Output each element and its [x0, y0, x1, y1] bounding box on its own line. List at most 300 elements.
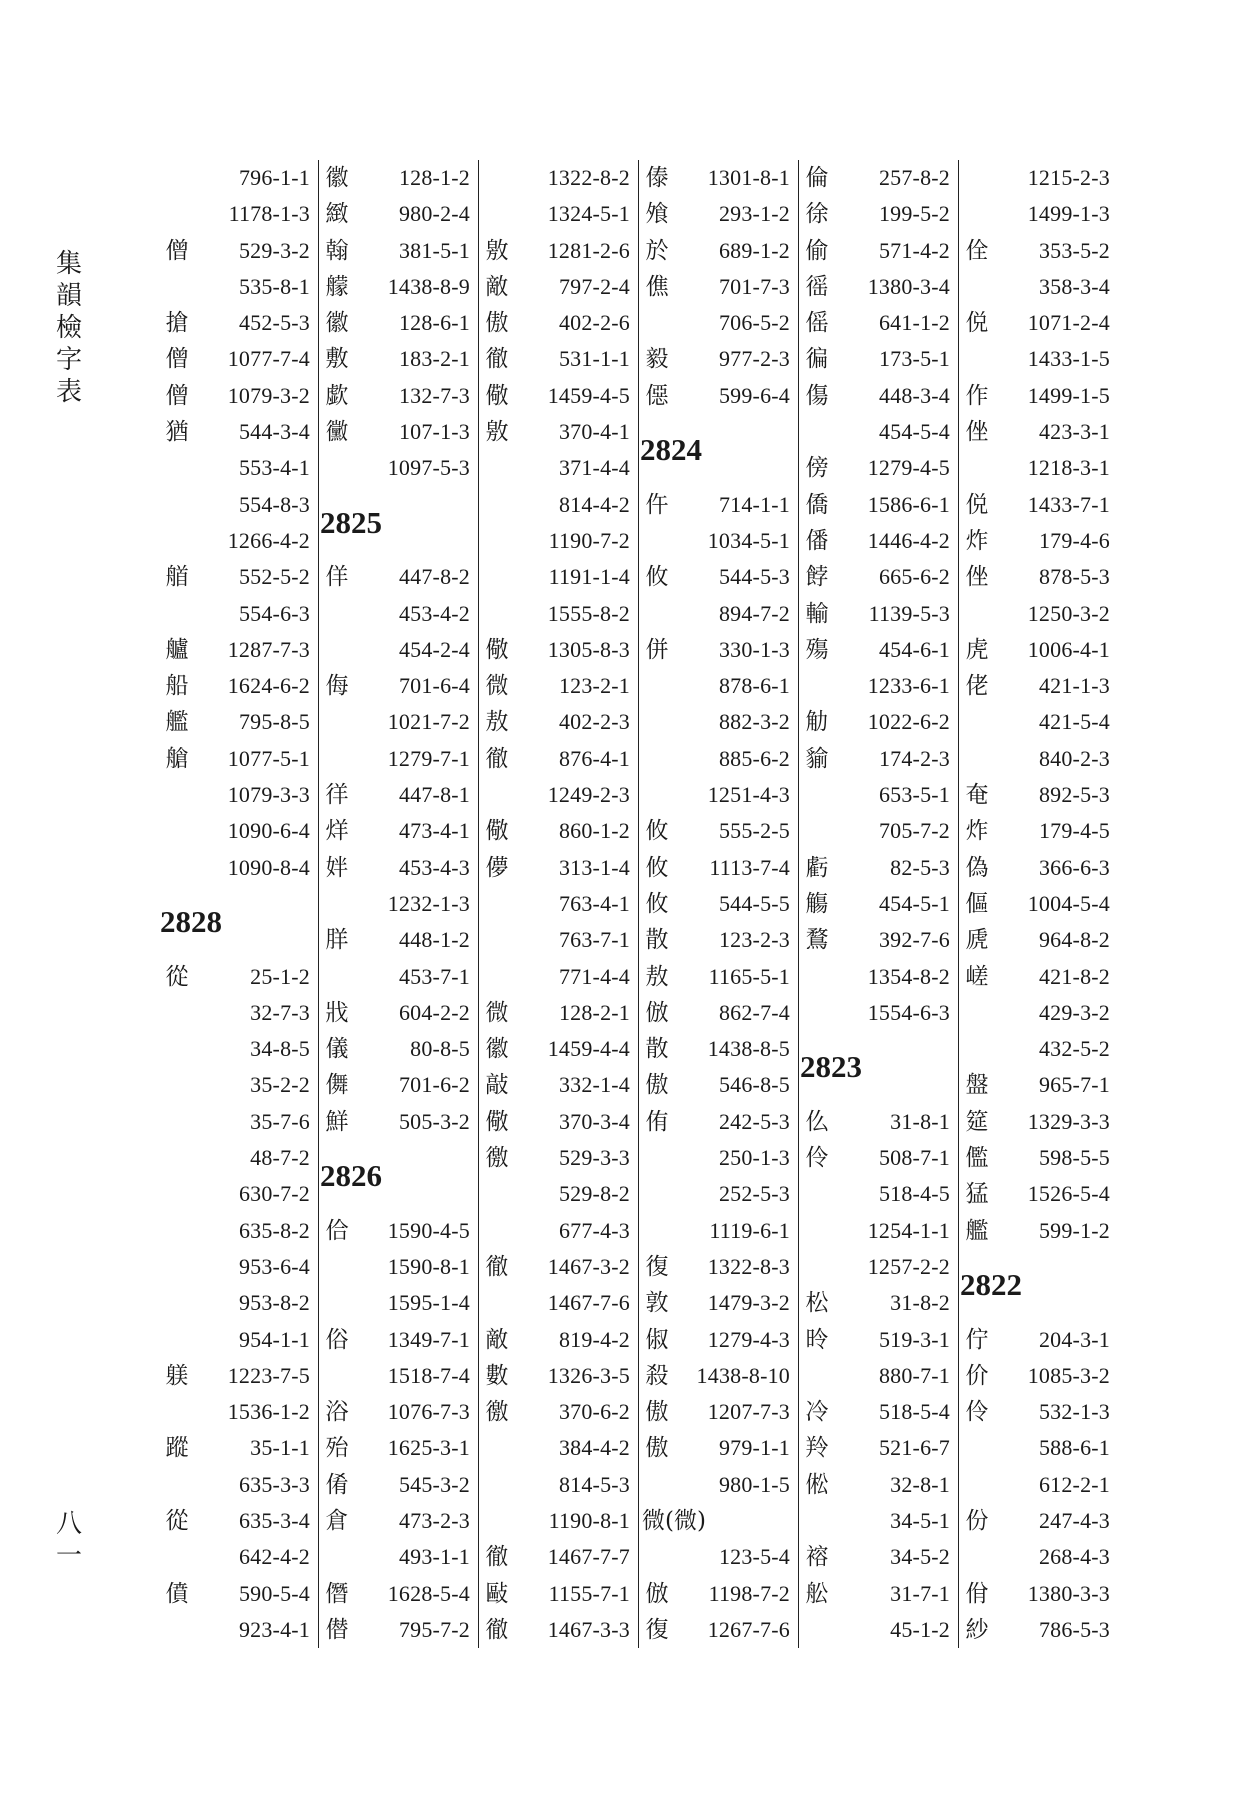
entry-reference: 128-2-1: [558, 999, 630, 1025]
index-entry: [318, 922, 478, 958]
entry-character: 仵: [645, 491, 669, 518]
entry-character: 徽: [485, 1036, 509, 1063]
index-entry: [318, 596, 478, 632]
entry-reference: 894-7-2: [718, 600, 790, 626]
index-entry: [638, 378, 798, 414]
entry-character: 黴: [325, 419, 349, 446]
entry-reference: 80-8-5: [410, 1036, 470, 1062]
section-header: [158, 886, 318, 959]
entry-reference: 979-1-1: [718, 1435, 790, 1461]
entry-character: 從: [165, 1507, 189, 1534]
index-entry: [638, 1467, 798, 1503]
entry-reference: 964-8-2: [1038, 927, 1110, 953]
section-number: 2822: [960, 1266, 1022, 1302]
index-entry: [798, 777, 958, 813]
entry-reference: 371-4-4: [558, 455, 630, 481]
index-entry: [158, 1358, 318, 1394]
entry-reference: 1554-6-3: [867, 999, 950, 1025]
entry-character: 昤: [805, 1326, 829, 1353]
entry-reference: 174-2-3: [878, 745, 950, 771]
index-column: [798, 160, 959, 1648]
entry-character: 盤: [965, 1072, 989, 1099]
index-entry: [478, 1285, 638, 1321]
index-entry: [958, 1176, 1118, 1212]
entry-character: 僧: [165, 237, 189, 264]
index-column: [638, 160, 799, 1648]
entry-reference: 519-3-1: [878, 1326, 950, 1352]
index-entry: [958, 632, 1118, 668]
index-entry: [958, 1430, 1118, 1466]
entry-reference: 1021-7-2: [387, 709, 470, 735]
index-entry: [158, 668, 318, 704]
index-entry: [798, 922, 958, 958]
entry-reference: 1305-8-3: [547, 636, 630, 662]
entry-reference: 82-5-3: [890, 854, 950, 880]
entry-character: 毅: [645, 346, 669, 373]
entry-reference: 763-4-1: [558, 890, 630, 916]
index-entry: [478, 559, 638, 595]
entry-reference: 252-5-3: [718, 1181, 790, 1207]
entry-reference: 448-1-2: [398, 927, 470, 953]
page-number: [52, 1508, 86, 1572]
index-entry: [318, 1104, 478, 1140]
index-entry: [798, 269, 958, 305]
index-entry: [318, 1285, 478, 1321]
entry-character: 儆: [485, 1108, 509, 1135]
index-entry: [638, 813, 798, 849]
entry-reference: 706-5-2: [718, 310, 790, 336]
index-entry: [638, 1322, 798, 1358]
index-entry: [478, 886, 638, 922]
entry-reference: 590-5-4: [238, 1580, 310, 1606]
entry-reference: 370-6-2: [558, 1399, 630, 1425]
entry-character: 敖: [485, 709, 509, 736]
entry-character: 儆: [485, 818, 509, 845]
index-entry: [478, 741, 638, 777]
entry-character: 徭: [805, 273, 829, 300]
entry-character: 敫: [485, 419, 509, 446]
entry-reference: 1624-6-2: [227, 673, 310, 699]
index-column: [318, 160, 479, 1648]
entry-character: 攸: [645, 890, 669, 917]
index-entry: [958, 596, 1118, 632]
entry-reference: 529-3-3: [558, 1145, 630, 1171]
index-entry: [958, 196, 1118, 232]
entry-reference: 880-7-1: [878, 1362, 950, 1388]
index-entry: [798, 1430, 958, 1466]
entry-reference: 555-2-5: [718, 818, 790, 844]
entry-character: 僣: [325, 1616, 349, 1643]
index-entry: [158, 414, 318, 450]
entry-reference: 598-5-5: [1038, 1145, 1110, 1171]
entry-reference: 1380-3-3: [1027, 1580, 1110, 1606]
index-entry: [798, 1539, 958, 1575]
entry-reference: 518-5-4: [878, 1399, 950, 1425]
entry-reference: 1233-6-1: [867, 673, 950, 699]
index-entry: [158, 196, 318, 232]
index-entry: [638, 704, 798, 740]
entry-reference: 128-1-2: [398, 165, 470, 190]
index-entry: [318, 1467, 478, 1503]
entry-character: 傴: [965, 890, 989, 917]
index-entry: [798, 1140, 958, 1176]
entry-reference: 546-8-5: [718, 1072, 790, 1098]
index-entry: [478, 160, 638, 196]
section-header: [318, 1140, 478, 1213]
entry-reference: 332-1-4: [558, 1072, 630, 1098]
index-entry: [958, 160, 1118, 196]
entry-reference: 1077-7-4: [227, 346, 310, 372]
entry-character: 觔: [805, 709, 829, 736]
entry-reference: 370-4-1: [558, 419, 630, 445]
entry-reference: 1178-1-3: [228, 201, 310, 227]
entry-reference: 183-2-1: [398, 346, 470, 372]
index-entry: [638, 959, 798, 995]
entry-character: 佯: [325, 564, 349, 591]
index-entry: [798, 850, 958, 886]
index-entry: [638, 777, 798, 813]
entry-reference: 1022-6-2: [867, 709, 950, 735]
entry-character: 浴: [325, 1399, 349, 1426]
entry-character: 倯: [805, 1471, 829, 1498]
index-entry: [478, 233, 638, 269]
entry-reference: 689-1-2: [718, 237, 790, 263]
index-entry: [318, 559, 478, 595]
index-entry: [318, 1394, 478, 1430]
index-entry: [798, 1249, 958, 1285]
entry-reference: 1139-5-3: [868, 600, 950, 626]
entry-character: 侳: [965, 419, 989, 446]
index-entry: [478, 632, 638, 668]
entry-character: 躾: [165, 1362, 189, 1389]
entry-reference: 353-5-2: [1038, 237, 1110, 263]
index-columns: [158, 160, 1118, 1660]
entry-reference: 529-8-2: [558, 1181, 630, 1207]
index-column: [158, 160, 319, 1648]
index-entry: [798, 1394, 958, 1430]
entry-character: 復: [645, 1253, 669, 1280]
entry-reference: 179-4-5: [1038, 818, 1110, 844]
index-entry: [478, 1394, 638, 1430]
index-entry: [478, 1430, 638, 1466]
section-header: [798, 1031, 958, 1104]
entry-character: 虧: [805, 854, 829, 881]
index-entry: [478, 1104, 638, 1140]
entry-reference: 423-3-1: [1038, 419, 1110, 445]
entry-reference: 1595-1-4: [387, 1290, 470, 1316]
entry-reference: 1467-3-3: [547, 1616, 630, 1642]
entry-reference: 132-7-3: [398, 382, 470, 408]
index-entry: [478, 1467, 638, 1503]
entry-reference: 544-5-3: [718, 564, 790, 590]
entry-reference: 665-6-2: [878, 564, 950, 590]
entry-reference: 554-6-3: [238, 600, 310, 626]
entry-character: 僫: [645, 382, 669, 409]
entry-reference: 544-5-5: [718, 890, 790, 916]
index-entry: [158, 341, 318, 377]
entry-character: 松: [805, 1290, 829, 1317]
entry-reference: 1279-4-3: [707, 1326, 790, 1352]
entry-character: 緻: [325, 201, 349, 228]
entry-character: 褣: [805, 1544, 829, 1571]
index-entry: [158, 1612, 318, 1648]
entry-reference: 532-1-3: [1038, 1399, 1110, 1425]
entry-reference: 366-6-3: [1038, 854, 1110, 880]
index-entry: [478, 1213, 638, 1249]
entry-character: 艏: [165, 564, 189, 591]
entry-reference: 247-4-3: [1038, 1507, 1110, 1533]
entry-character: 傣: [645, 165, 669, 191]
index-entry: [478, 450, 638, 486]
entry-character: 伶: [965, 1399, 989, 1426]
entry-reference: 797-2-4: [558, 273, 630, 299]
index-entry: [798, 450, 958, 486]
entry-reference: 1518-7-4: [387, 1362, 470, 1388]
index-entry: [318, 1358, 478, 1394]
index-entry: [798, 741, 958, 777]
entry-character: 翰: [325, 237, 349, 264]
entry-reference: 45-1-2: [890, 1616, 950, 1642]
entry-character: 侳: [965, 564, 989, 591]
entry-character: 傲: [645, 1435, 669, 1462]
entry-reference: 953-8-2: [238, 1290, 310, 1316]
entry-reference: 1586-6-1: [867, 491, 950, 517]
entry-reference: 1257-2-2: [867, 1253, 950, 1279]
index-entry: [318, 777, 478, 813]
entry-character: 攸: [645, 818, 669, 845]
index-entry: [798, 1576, 958, 1612]
index-entry: [638, 1430, 798, 1466]
index-entry: [958, 559, 1118, 595]
entry-reference: 878-6-1: [718, 673, 790, 699]
entry-character: 价: [965, 1362, 989, 1389]
entry-reference: 1223-7-5: [227, 1362, 310, 1388]
entry-reference: 31-8-2: [890, 1290, 950, 1316]
entry-character: 傜: [805, 310, 829, 337]
entry-reference: 505-3-2: [398, 1108, 470, 1134]
index-entry: [318, 1430, 478, 1466]
entry-character: 徽: [325, 165, 349, 191]
index-entry: [638, 305, 798, 341]
index-entry: [318, 886, 478, 922]
index-entry: [478, 1358, 638, 1394]
entry-reference: 32-8-1: [890, 1471, 950, 1497]
entry-character: 羚: [805, 1435, 829, 1462]
entry-reference: 453-4-2: [398, 600, 470, 626]
index-entry: [638, 1576, 798, 1612]
entry-reference: 402-2-6: [558, 310, 630, 336]
index-entry: [158, 378, 318, 414]
entry-reference: 763-7-1: [558, 927, 630, 953]
entry-reference: 1536-1-2: [227, 1399, 310, 1425]
entry-character: 艨: [325, 273, 349, 300]
entry-character: 船: [165, 673, 189, 700]
index-entry: [638, 1067, 798, 1103]
entry-reference: 1467-3-2: [547, 1253, 630, 1279]
index-entry: [798, 1176, 958, 1212]
entry-reference: 518-4-5: [878, 1181, 950, 1207]
index-entry: [958, 1140, 1118, 1176]
entry-reference: 1326-3-5: [547, 1362, 630, 1388]
entry-character: 蹤: [165, 1435, 189, 1462]
index-entry: [158, 1176, 318, 1212]
entry-reference: 1438-8-10: [696, 1362, 790, 1388]
entry-character: 筵: [965, 1108, 989, 1135]
index-entry: [798, 305, 958, 341]
entry-reference: 31-8-1: [890, 1108, 950, 1134]
entry-reference: 554-8-3: [238, 491, 310, 517]
entry-reference: 1287-7-3: [227, 636, 310, 662]
index-entry: [958, 1322, 1118, 1358]
index-entry: [958, 378, 1118, 414]
entry-character: 歔: [325, 382, 349, 409]
index-entry: [798, 1213, 958, 1249]
entry-character: 儛: [325, 1072, 349, 1099]
entry-reference: 1113-7-4: [709, 854, 790, 880]
index-entry: [158, 632, 318, 668]
running-title-glyph: 集: [55, 249, 82, 279]
entry-reference: 1301-8-1: [707, 165, 790, 190]
entry-reference: 677-4-3: [558, 1217, 630, 1243]
section-header: [638, 414, 798, 487]
entry-reference: 878-5-3: [1038, 564, 1110, 590]
entry-reference: 604-2-2: [398, 999, 470, 1025]
entry-character: 份: [965, 1507, 989, 1534]
entry-reference: 32-7-3: [250, 999, 310, 1025]
entry-character: 餑: [805, 564, 829, 591]
index-entry: [478, 704, 638, 740]
entry-reference: 454-2-4: [398, 636, 470, 662]
index-entry: [318, 378, 478, 414]
entry-reference: 330-1-3: [718, 636, 790, 662]
entry-reference: 421-8-2: [1038, 963, 1110, 989]
index-entry: [478, 1140, 638, 1176]
entry-reference: 1190-8-1: [548, 1507, 630, 1533]
index-entry: [798, 414, 958, 450]
entry-reference: 923-4-1: [238, 1616, 310, 1642]
entry-reference: 1090-6-4: [227, 818, 310, 844]
entry-reference: 1249-2-3: [547, 782, 630, 808]
entry-character: 徹: [485, 1544, 509, 1571]
index-entry: [798, 233, 958, 269]
index-entry: [158, 704, 318, 740]
entry-character: 倣: [645, 1580, 669, 1607]
entry-reference: 1438-8-9: [387, 273, 470, 299]
section-number: 2826: [320, 1158, 382, 1194]
page-number-glyph: 八: [55, 1509, 82, 1539]
entry-reference: 653-5-1: [878, 782, 950, 808]
entry-reference: 257-8-2: [878, 165, 950, 190]
running-title-glyph: 檢: [55, 313, 82, 343]
entry-reference: 447-8-1: [398, 782, 470, 808]
index-entry: [158, 1213, 318, 1249]
entry-reference: 107-1-3: [398, 419, 470, 445]
running-title-glyph: 表: [55, 377, 82, 407]
entry-reference: 1251-4-3: [707, 782, 790, 808]
index-entry: [958, 959, 1118, 995]
entry-character: 鶩: [805, 927, 829, 954]
entry-reference: 641-1-2: [878, 310, 950, 336]
entry-character: 敵: [485, 1326, 509, 1353]
entry-reference: 786-5-3: [1038, 1616, 1110, 1642]
index-entry: [158, 1031, 318, 1067]
index-entry: [638, 233, 798, 269]
index-column: [958, 160, 1118, 1648]
entry-character: 徹: [485, 1253, 509, 1280]
entry-character: 敺: [485, 1580, 509, 1607]
index-entry: [958, 1213, 1118, 1249]
entry-character: 艦: [965, 1217, 989, 1244]
index-entry: [318, 341, 478, 377]
entry-character: 偽: [965, 854, 989, 881]
index-entry: [958, 813, 1118, 849]
entry-character: 侑: [645, 1108, 669, 1135]
entry-reference: 954-1-1: [238, 1326, 310, 1352]
index-entry: [958, 886, 1118, 922]
entry-character: 傍: [805, 455, 829, 482]
index-entry: [318, 414, 478, 450]
index-entry: [638, 1176, 798, 1212]
index-entry: [958, 1104, 1118, 1140]
index-entry: [478, 487, 638, 523]
entry-reference: 1438-8-5: [707, 1036, 790, 1062]
entry-reference: 840-2-3: [1038, 745, 1110, 771]
entry-reference: 384-4-2: [558, 1435, 630, 1461]
section-number: 2824: [640, 432, 702, 468]
index-entry: [638, 1358, 798, 1394]
index-entry: [318, 1213, 478, 1249]
entry-reference: 1207-7-3: [707, 1399, 790, 1425]
entry-character: 徐: [805, 201, 829, 228]
index-entry: [638, 559, 798, 595]
entry-reference: 1077-5-1: [227, 745, 310, 771]
entry-character: 炸: [965, 527, 989, 554]
index-entry: [638, 1249, 798, 1285]
index-entry: [158, 233, 318, 269]
entry-reference: 34-8-5: [250, 1036, 310, 1062]
entry-character: 作: [965, 382, 989, 409]
index-entry: [318, 1539, 478, 1575]
entry-character: 貐: [805, 745, 829, 772]
index-entry: [318, 1067, 478, 1103]
index-entry: [958, 414, 1118, 450]
entry-reference: 1354-8-2: [867, 963, 950, 989]
entry-reference: 1006-4-1: [1027, 636, 1110, 662]
index-entry: [638, 196, 798, 232]
entry-character: 搶: [165, 310, 189, 337]
entry-reference: 1526-5-4: [1027, 1181, 1110, 1207]
section-number: 2823: [800, 1049, 862, 1085]
entry-reference: 1232-1-3: [387, 890, 470, 916]
index-entry: [158, 1067, 318, 1103]
entry-reference: 358-3-4: [1038, 273, 1110, 299]
entry-reference: 1190-7-2: [548, 527, 630, 553]
entry-character: 俗: [325, 1326, 349, 1353]
entry-reference: 612-2-1: [1038, 1471, 1110, 1497]
index-entry: [638, 632, 798, 668]
index-entry: [158, 1249, 318, 1285]
entry-reference: 35-7-6: [250, 1108, 310, 1134]
entry-reference: 35-1-1: [250, 1435, 310, 1461]
index-entry: [958, 450, 1118, 486]
index-entry: [958, 269, 1118, 305]
entry-character: 攸: [645, 564, 669, 591]
index-entry: [158, 450, 318, 486]
entry-reference: 448-3-4: [878, 382, 950, 408]
index-entry: [318, 959, 478, 995]
entry-reference: 553-4-1: [238, 455, 310, 481]
index-entry: [638, 341, 798, 377]
